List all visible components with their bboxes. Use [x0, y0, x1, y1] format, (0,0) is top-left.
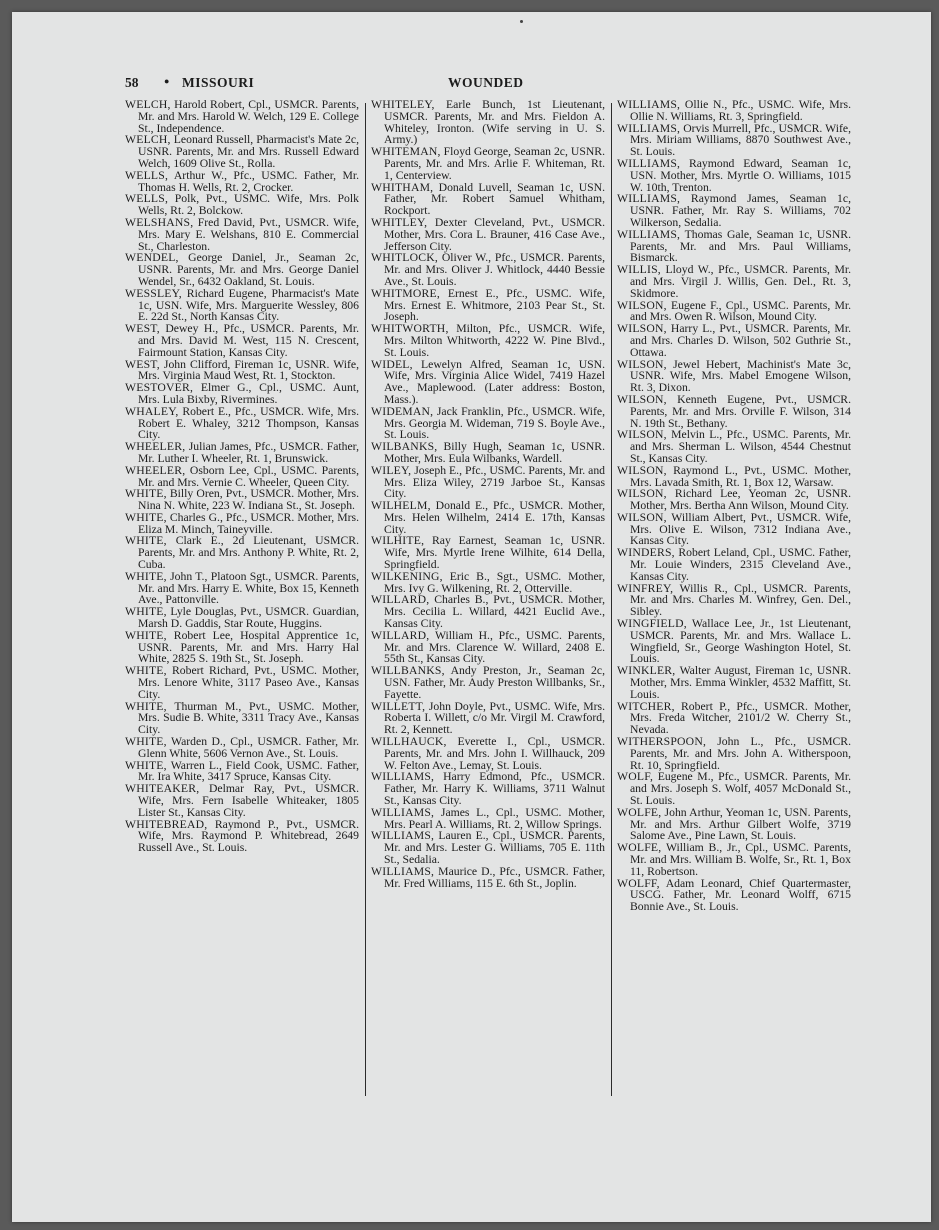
entry-details: Richard Eugene, Pharmacist's Mate 1c, USN. Wife, Mrs. Marguerite Wessley, 806 E. 22d St., North Kansas City. [138, 286, 359, 324]
entry-details: Walter August, Fireman 1c, USNR. Mother, Mrs. Emma Winkler, 4532 Maffitt, St. Louis. [630, 664, 851, 701]
casualty-entry [617, 547, 851, 582]
entry-surname: WHALEY, [125, 404, 179, 418]
entry-details: Ray Earnest, Seaman 1c, USNR. Wife, Mrs. Myrtle Irene Wilhite, 614 Della, Springfield. [384, 534, 606, 572]
entry-details: Polk, Pvt., USMC. Wife, Mrs. Polk Wells, Rt. 2, Bolckow. [138, 192, 359, 218]
entry-surname: WHITE, [125, 569, 167, 583]
casualty-entry [125, 359, 359, 383]
entry-details: Jewel Hebert, Machinist's Mate 3c, USNR. Wife, Mrs. Mabel Emogene Wilson, Rt. 3, Dixon. [630, 357, 851, 395]
casualty-entry [125, 99, 359, 134]
entry-details: William B., Jr., Cpl., USMC. Parents, Mr. and Mrs. William B. Wolfe, Sr., Rt. 1, Box 11, Robertson. [630, 841, 851, 878]
entry-surname: WHITE, [125, 699, 167, 713]
casualty-entry [617, 807, 851, 842]
entry-details: Andy Preston, Jr., Seaman 2c, USN. Father, Mr. Audy Preston Willbanks, Sr., Fayette. [384, 664, 605, 701]
casualty-entry [371, 736, 605, 771]
entry-surname: WHITLOCK, [371, 251, 439, 265]
casualty-entry [617, 512, 851, 547]
casualty-entry [617, 123, 851, 158]
entry-details: Willis R., Cpl., USMCR. Parents, Mr. and Mrs. Charles M. Winfrey, Gen. Del., Sibley. [630, 581, 851, 619]
entry-surname: WILLIAMS, [617, 227, 681, 241]
entry-details: Charles B., Pvt., USMCR. Mother, Mrs. Cecilia L. Willard, 4421 Euclid Ave., Kansas City. [384, 593, 606, 631]
entry-details: Jack Franklin, Pfc., USMCR. Wife, Mrs. Georgia M. Wideman, 719 S. Boyle Ave., St. Louis. [384, 404, 606, 442]
casualty-entry [371, 771, 605, 806]
casualty-entry [371, 252, 605, 287]
casualty-entry [617, 618, 851, 665]
casualty-entry [125, 134, 359, 169]
casualty-entry [371, 359, 605, 406]
entry-details: Billy Hugh, Seaman 1c, USNR. Mother, Mrs. Eula Wilbanks, Wardell. [384, 440, 606, 465]
entry-surname: WITCHER, [617, 699, 675, 713]
entry-surname: WESTOVER, [125, 381, 194, 395]
entry-surname: WINGFIELD, [617, 617, 687, 631]
casualty-entry [617, 878, 851, 913]
entry-details: William Albert, Pvt., USMCR. Wife, Mrs. Olive E. Wilson, 7312 Indiana Ave., Kansas City. [630, 510, 851, 548]
casualty-entry [371, 182, 605, 217]
entry-surname: WILLIAMS, [617, 192, 681, 206]
casualty-entry [617, 323, 851, 358]
entry-details: Wallace Lee, Jr., 1st Lieutenant, USMCR. Parents, Mr. and Mrs. Wallace L. Wingfield, Sr., George Washington Hotel, St. Louis. [630, 617, 851, 666]
entry-details: Robert P., Pfc., USMCR. Mother, Mrs. Freda Witcher, 2101/2 W. Cherry St., Nevada. [630, 699, 851, 737]
casualty-entry [125, 288, 359, 323]
entry-surname: WHITE, [125, 735, 167, 749]
entry-surname: WHITMORE, [371, 286, 440, 300]
entry-details: John T., Platoon Sgt., USMCR. Parents, Mr. and Mrs. Harry E. White, Box 15, Kenneth Ave., Pattonville. [138, 569, 359, 607]
casualty-entry [125, 465, 359, 489]
page-number: 58 [125, 75, 139, 90]
column-divider [611, 103, 612, 1096]
entry-surname: WILLIS, [617, 263, 661, 277]
entry-details: Robert E., Pfc., USMCR. Wife, Mrs. Robert E. Whaley, 3212 Thompson, Kansas City. [138, 404, 359, 442]
entry-surname: WIDEMAN, [371, 404, 434, 418]
casualty-entry [125, 736, 359, 760]
casualty-entry [371, 866, 605, 890]
casualty-entry [125, 193, 359, 217]
entry-surname: WILLIAMS, [371, 770, 435, 784]
casualty-entry [125, 323, 359, 358]
entry-details: John Arthur, Yeoman 1c, USN. Parents, Mr. and Mrs. Arthur Gilbert Wolfe, 3719 Salome Ave., Pine Lawn, St. Louis. [630, 805, 851, 843]
casualty-entry [617, 300, 851, 324]
casualty-entry [371, 146, 605, 181]
entry-details: Robert Leland, Cpl., USMC. Father, Mr. Louie Winders, 2315 Cleveland Ave., Kansas City. [630, 546, 851, 583]
entry-details: Charles G., Pfc., USMCR. Mother, Mrs. Eliza M. Minch, Taineyville. [138, 510, 359, 536]
entry-details: Julian James, Pfc., USMCR. Father, Mr. Luther I. Wheeler, Rt. 1, Brunswick. [138, 440, 360, 465]
entry-details: Lauren E., Cpl., USMCR. Parents, Mr. and Mrs. Lester G. Williams, 705 E. 11th St., Sedalia. [384, 829, 605, 866]
entry-surname: WILLIAMS, [617, 121, 681, 135]
entry-surname: WEST, [125, 357, 160, 371]
casualty-entry [371, 807, 605, 831]
entry-details: Milton, Pfc., USMCR. Wife, Mrs. Milton Whitworth, 4222 W. Pine Blvd., St. Louis. [384, 322, 605, 359]
entry-surname: WINFREY, [617, 581, 674, 595]
entry-details: Leonard Russell, Pharmacist's Mate 2c, USNR. Parents, Mr. and Mrs. Russell Edward Welch, 1609 Olive St., Rolla. [138, 133, 359, 170]
casualty-entry [125, 819, 359, 854]
entry-details: Harry Edmond, Pfc., USMCR. Father, Mr. Harry K. Williams, 3711 Walnut St., Kansas City. [384, 770, 605, 808]
entry-surname: WILEY, [371, 463, 412, 477]
entry-details: Robert Lee, Hospital Apprentice 1c, USNR. Parents, Mr. and Mrs. Harry Hal White, 2825 S. 19th St., St. Joseph. [138, 628, 359, 666]
entry-details: Harry L., Pvt., USMCR. Parents, Mr. and Mrs. Charles D. Wilson, 502 Guthrie St., Ottawa. [630, 322, 851, 359]
casualty-entry [371, 701, 605, 736]
casualty-entry [371, 535, 605, 570]
entry-surname: WITHERSPOON, [617, 735, 707, 749]
entry-details: Warren L., Field Cook, USMC. Father, Mr. Ira White, 3417 Spruce, Kansas City. [138, 758, 360, 784]
entry-surname: WILSON, [617, 428, 667, 442]
entry-surname: WILLIAMS, [617, 98, 681, 111]
entry-surname: WILLIAMS, [371, 829, 435, 843]
entry-details: Oliver W., Pfc., USMCR. Parents, Mr. and Mrs. Oliver J. Whitlock, 4440 Bessie Ave., St. Louis. [384, 251, 605, 288]
entry-surname: WILSON, [617, 487, 667, 501]
entry-surname: WHEELER, [125, 440, 186, 454]
casualty-entry [617, 665, 851, 700]
entry-details: James L., Cpl., USMC. Mother, Mrs. Pearl A. Williams, Rt. 2, Willow Springs. [384, 805, 606, 831]
entry-surname: WILSON, [617, 298, 667, 312]
entry-details: Ernest E., Pfc., USMC. Wife, Mrs. Ernest E. Whitmore, 2103 Pear St., St. Joseph. [384, 286, 606, 324]
entry-surname: WHITEMAN, [371, 145, 441, 159]
casualty-entry [125, 783, 359, 818]
entry-surname: WHITHAM, [371, 180, 434, 194]
casualty-entry [371, 288, 605, 323]
entry-surname: WHITE, [125, 534, 167, 548]
casualty-entry [125, 701, 359, 736]
casualty-entry [617, 429, 851, 464]
entry-surname: WELSHANS, [125, 215, 194, 229]
casualty-entry [371, 465, 605, 500]
casualty-entry [617, 701, 851, 736]
entry-details: Adam Leonard, Chief Quartermaster, USCG. Father, Mr. Leonard Wolff, 6715 Bonnie Ave., St. Louis. [630, 876, 852, 914]
casualty-entry [125, 441, 359, 465]
casualty-entry [371, 99, 605, 146]
entry-surname: WHITEAKER, [125, 782, 200, 796]
entry-details: Joseph E., Pfc., USMC. Parents, Mr. and Mrs. Eliza Wiley, 2719 Jarboe St., Kansas City. [384, 463, 606, 501]
casualty-entry [371, 571, 605, 595]
entry-surname: WILLIAMS, [371, 864, 435, 878]
entry-surname: WILSON, [617, 463, 667, 477]
entry-details: Fred David, Pvt., USMCR. Wife, Mrs. Mary E. Welshans, 810 E. Commercial St., Charleston. [138, 215, 359, 253]
entry-details: Donald Luvell, Seaman 1c, USN. Father, Mr. Robert Samuel Whitham, Rockport. [384, 180, 606, 218]
casualty-entry [617, 99, 851, 123]
casualty-entry [125, 630, 359, 665]
entry-surname: WILHITE, [371, 534, 425, 548]
entry-surname: WILLARD, [371, 593, 430, 607]
casualty-entry [371, 323, 605, 358]
casualty-entry [125, 217, 359, 252]
entry-details: Ollie N., Pfc., USMC. Wife, Mrs. Ollie N. Williams, Rt. 3, Springfield. [630, 98, 852, 123]
entry-surname: WILLHAUCK, [371, 735, 447, 749]
entry-details: Delmar Ray, Pvt., USMCR. Wife, Mrs. Fern Isabelle Whiteaker, 1805 Lister St., Kansas City. [138, 782, 359, 819]
state-heading: ● MISSOURI [182, 75, 254, 91]
entry-details: Earle Bunch, 1st Lieutenant, USMCR. Parents, Mr. and Mrs. Fieldon A. Whiteley, Ironton. (Wife serving in U. S. Army.) [384, 98, 606, 147]
entry-details: Maurice D., Pfc., USMCR. Father, Mr. Fred Williams, 115 E. 6th St., Joplin. [384, 864, 605, 890]
casualty-entry [371, 441, 605, 465]
casualty-entry [371, 406, 605, 441]
entry-details: Eugene M., Pfc., USMCR. Parents, Mr. and Mrs. Joseph S. Wolf, 4057 McDonald St., St. Louis. [630, 770, 851, 808]
entry-details: Orvis Murrell, Pfc., USMCR. Wife, Mrs. Miriam Williams, 8870 Southwest Ave., St. Louis. [630, 121, 851, 159]
entry-details: Thurman M., Pvt., USMC. Mother, Mrs. Sudie B. White, 3311 Tracy Ave., Kansas City. [138, 699, 359, 737]
casualty-entry [617, 394, 851, 429]
casualty-entry [617, 736, 851, 771]
entry-details: George Daniel, Jr., Seaman 2c, USNR. Parents, Mr. and Mrs. George Daniel Wendel, Sr., 6432 Oakland, St. Louis. [138, 251, 359, 288]
casualty-entry [125, 665, 359, 700]
entry-details: John L., Pfc., USMCR. Parents, Mr. and Mrs. John A. Witherspoon, Rt. 10, Springfield. [630, 735, 851, 772]
casualty-entry [617, 842, 851, 877]
casualty-entry [371, 630, 605, 665]
casualty-entry [125, 760, 359, 784]
entry-surname: WOLFE, [617, 805, 662, 819]
column-3 [617, 99, 851, 913]
casualty-entry [125, 170, 359, 194]
entry-surname: WELLS, [125, 168, 169, 182]
scan-speck [520, 20, 523, 23]
entry-details: Warden D., Cpl., USMCR. Father, Mr. Glenn White, 5606 Vernon Ave., St. Louis. [138, 735, 359, 760]
entry-details: John Clifford, Fireman 1c, USNR. Wife, Mrs. Virginia Maud West, Rt. 1, Stockton. [138, 357, 359, 383]
entry-surname: WOLFF, [617, 876, 660, 890]
entry-details: Elmer G., Cpl., USMC. Aunt, Mrs. Lula Bixby, Rivermines. [138, 381, 359, 406]
entry-surname: WHITE, [125, 487, 167, 501]
entry-surname: WILSON, [617, 510, 667, 524]
entry-details: Dewey H., Pfc., USMCR. Parents, Mr. and Mrs. David M. West, 115 N. Crescent, Fairmount Station, Kansas City. [138, 322, 360, 359]
entry-surname: WILLETT, [371, 699, 426, 713]
entry-surname: WHITWORTH, [371, 322, 449, 336]
casualty-entry [617, 158, 851, 193]
entry-surname: WIDEL, [371, 357, 413, 371]
entry-details: Lloyd W., Pfc., USMCR. Parents, Mr. and Mrs. Virgil J. Willis, Gen. Del., Rt. 3, Skidmore. [630, 263, 852, 300]
entry-surname: WOLFE, [617, 841, 662, 855]
casualty-entry [371, 830, 605, 865]
entry-surname: WILSON, [617, 392, 667, 406]
entry-details: Lyle Douglas, Pvt., USMCR. Guardian, Marsh D. Gaddis, Star Route, Huggins. [138, 605, 359, 631]
entry-details: Donald E., Pfc., USMCR. Mother, Mrs. Helen Wilhelm, 2414 E. 17th, Kansas City. [384, 499, 605, 536]
entry-details: Eugene F., Cpl., USMC. Parents, Mr. and Mrs. Owen R. Wilson, Mound City. [630, 298, 851, 324]
casualty-entry [125, 535, 359, 570]
entry-details: Osborn Lee, Cpl., USMC. Parents, Mr. and Mrs. Vernie C. Wheeler, Queen City. [138, 463, 359, 489]
entry-surname: WHITLEY, [371, 215, 428, 229]
casualty-entry [125, 488, 359, 512]
entry-surname: WHITE, [125, 664, 167, 678]
entry-surname: WHITE, [125, 758, 167, 772]
casualty-entry [617, 193, 851, 228]
casualty-entry [617, 465, 851, 489]
entry-details: Clark E., 2d Lieutenant, USMCR. Parents, Mr. and Mrs. Anthony P. White, Rt. 2, Cuba. [138, 534, 359, 572]
casualty-entry [125, 382, 359, 406]
entry-details: Robert Richard, Pvt., USMC. Mother, Mrs. Lenore White, 3117 Paseo Ave., Kansas City. [138, 664, 359, 701]
entry-surname: WELCH, [125, 133, 171, 147]
entry-details: Thomas Gale, Seaman 1c, USNR. Parents, Mr. and Mrs. Paul Williams, Bismarck. [630, 227, 851, 265]
entry-surname: WHITE, [125, 605, 167, 619]
page-header [125, 75, 850, 95]
casualty-entry [617, 359, 851, 394]
casualty-entry [125, 571, 359, 606]
entry-details: Billy Oren, Pvt., USMCR. Mother, Mrs. Nina N. White, 223 W. Indiana St., St. Joseph. [138, 487, 360, 513]
entry-details: Raymond James, Seaman 1c, USNR. Father, Mr. Ray S. Williams, 702 Wilkerson, Sedalia. [630, 192, 852, 229]
entry-surname: WELCH, [125, 98, 171, 111]
entry-surname: WEST, [125, 322, 160, 336]
entry-surname: WENDEL, [125, 251, 179, 265]
casualty-entry [617, 771, 851, 806]
casualty-entry [125, 252, 359, 287]
entry-surname: WHITE, [125, 628, 167, 642]
entry-surname: WOLF, [617, 770, 654, 784]
casualty-entry [371, 217, 605, 252]
casualty-entry [617, 264, 851, 299]
casualty-entry [371, 594, 605, 629]
casualty-entry [125, 606, 359, 630]
entry-surname: WHEELER, [125, 463, 186, 477]
entry-surname: WELLS, [125, 192, 169, 206]
entry-details: Melvin L., Pfc., USMC. Parents, Mr. and Mrs. Sherman L. Wilson, 4544 Chestnut St., Kansas City. [630, 428, 852, 465]
entry-surname: WILKENING, [371, 569, 443, 583]
casualty-entry [371, 665, 605, 700]
entry-surname: WILSON, [617, 357, 667, 371]
entry-surname: WILLIAMS, [371, 805, 435, 819]
entry-details: Dexter Cleveland, Pvt., USMCR. Mother, Mrs. Cora L. Brauner, 416 Case Ave., Jefferson City. [384, 215, 605, 253]
entry-surname: WILLIAMS, [617, 156, 681, 170]
entry-details: Floyd George, Seaman 2c, USNR. Parents, Mr. and Mrs. Arlie F. Whiteman, Rt. 1, Centerview. [384, 145, 605, 182]
casualty-entry [617, 583, 851, 618]
entry-details: Arthur W., Pfc., USMC. Father, Mr. Thomas H. Wells, Rt. 2, Crocker. [138, 168, 360, 194]
entry-details: Eric B., Sgt., USMC. Mother, Mrs. Ivy G. Wilkening, Rt. 2, Otterville. [384, 569, 605, 595]
entry-surname: WILSON, [617, 322, 667, 336]
column-2 [371, 99, 605, 889]
entry-details: Everette I., Cpl., USMCR. Parents, Mr. and Mrs. John I. Willhauck, 209 W. Felton Ave., Lemay, St. Louis. [384, 735, 605, 772]
entry-details: Harold Robert, Cpl., USMCR. Parents, Mr. and Mrs. Harold W. Welch, 129 E. College St., Independence. [138, 98, 360, 135]
casualty-entry [617, 229, 851, 264]
column-divider [365, 103, 366, 1096]
entry-details: Raymond L., Pvt., USMC. Mother, Mrs. Lavada Smith, Rt. 1, Box 12, Warsaw. [630, 463, 852, 489]
entry-details: William H., Pfc., USMC. Parents, Mr. and Mrs. Clarence W. Willard, 2408 E. 55th St., Kansas City. [384, 628, 605, 666]
entry-surname: WHITEBREAD, [125, 817, 208, 831]
entry-details: Lewelyn Alfred, Seaman 1c, USN. Wife, Mrs. Virginia Alice Widel, 7419 Hazel Ave., Maplewood. (Later address: Boston, Mass.). [384, 357, 606, 406]
entry-details: Richard Lee, Yeoman 2c, USNR. Mother, Mrs. Bertha Ann Wilson, Mound City. [630, 487, 851, 513]
entry-details: John Doyle, Pvt., USMC. Wife, Mrs. Roberta I. Willett, c/o Mr. Virgil M. Crawford, Rt. 2, Kennett. [384, 699, 606, 737]
casualty-entry [371, 500, 605, 535]
column-1 [125, 99, 359, 854]
casualty-entry [125, 512, 359, 536]
entry-surname: WILHELM, [371, 499, 431, 513]
entry-surname: WINDERS, [617, 546, 675, 560]
casualty-entry [125, 406, 359, 441]
entry-details: Kenneth Eugene, Pvt., USMCR. Parents, Mr. and Mrs. Orville F. Wilson, 314 N. 19th St., Bethany. [630, 392, 852, 430]
entry-surname: WILLBANKS, [371, 664, 445, 678]
entry-details: Raymond P., Pvt., USMCR. Wife, Mrs. Raymond P. Whitebread, 2649 Russell Ave., St. Louis. [138, 817, 360, 855]
entry-details: Raymond Edward, Seaman 1c, USN. Mother, Mrs. Myrtle O. Williams, 1015 W. 10th, Trenton. [630, 156, 851, 194]
entry-surname: WESSLEY, [125, 286, 182, 300]
entry-surname: WINKLER, [617, 664, 676, 678]
entry-surname: WILLARD, [371, 628, 430, 642]
entry-surname: WHITELEY, [371, 98, 435, 111]
casualty-entry [617, 488, 851, 512]
section-heading: WOUNDED [448, 75, 524, 90]
entry-surname: WHITE, [125, 510, 167, 524]
entry-surname: WILBANKS, [371, 440, 438, 454]
